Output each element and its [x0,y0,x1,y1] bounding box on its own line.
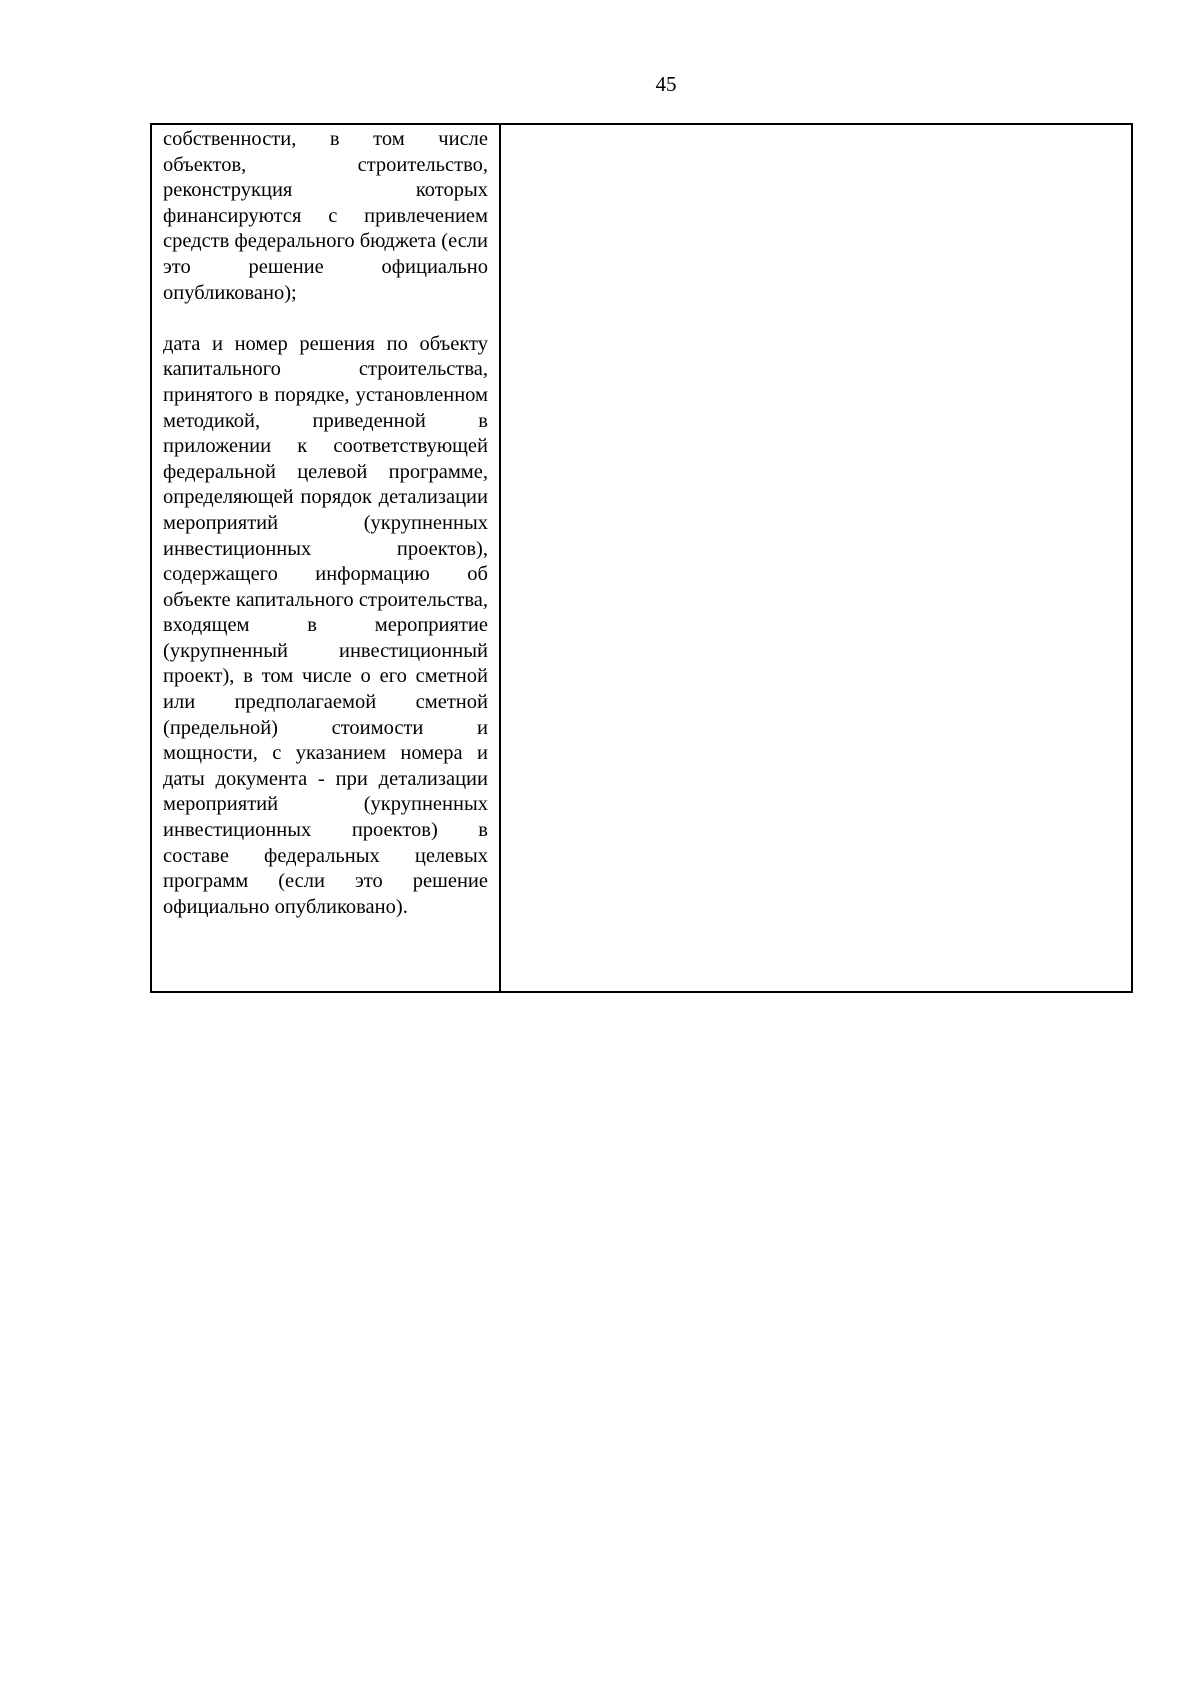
table-cell-left [152,125,501,991]
cell-paragraph: собственности, в том числе объектов, строительство, реконструкция которых финансируются с привлечением средств федерального бюджета (если это решение официально опубликовано); [163,128,489,304]
document-table [150,123,1133,993]
table-cell-right [501,125,1131,991]
cell-paragraph: дата и номер решения по объекту капитального строительства, принятого в порядке, установленном методикой, приведенной в приложении к соответствующей федеральной целевой программе, определяющей порядок детализации мероприятий (укрупненных инвестиционных проектов), содержащего информацию об объекте капитального строительства, входящем в мероприятие (укрупненный инвестиционный проект), в том числе о его сметной или предполагаемой сметной (предельной) стоимости и мощности, с указанием номера и даты документа - при детализации мероприятий (укрупненных инвестиционных проектов) в составе федеральных целевых программ (если это решение официально опубликовано). [163,332,488,918]
page-number: 45 [655,72,677,96]
